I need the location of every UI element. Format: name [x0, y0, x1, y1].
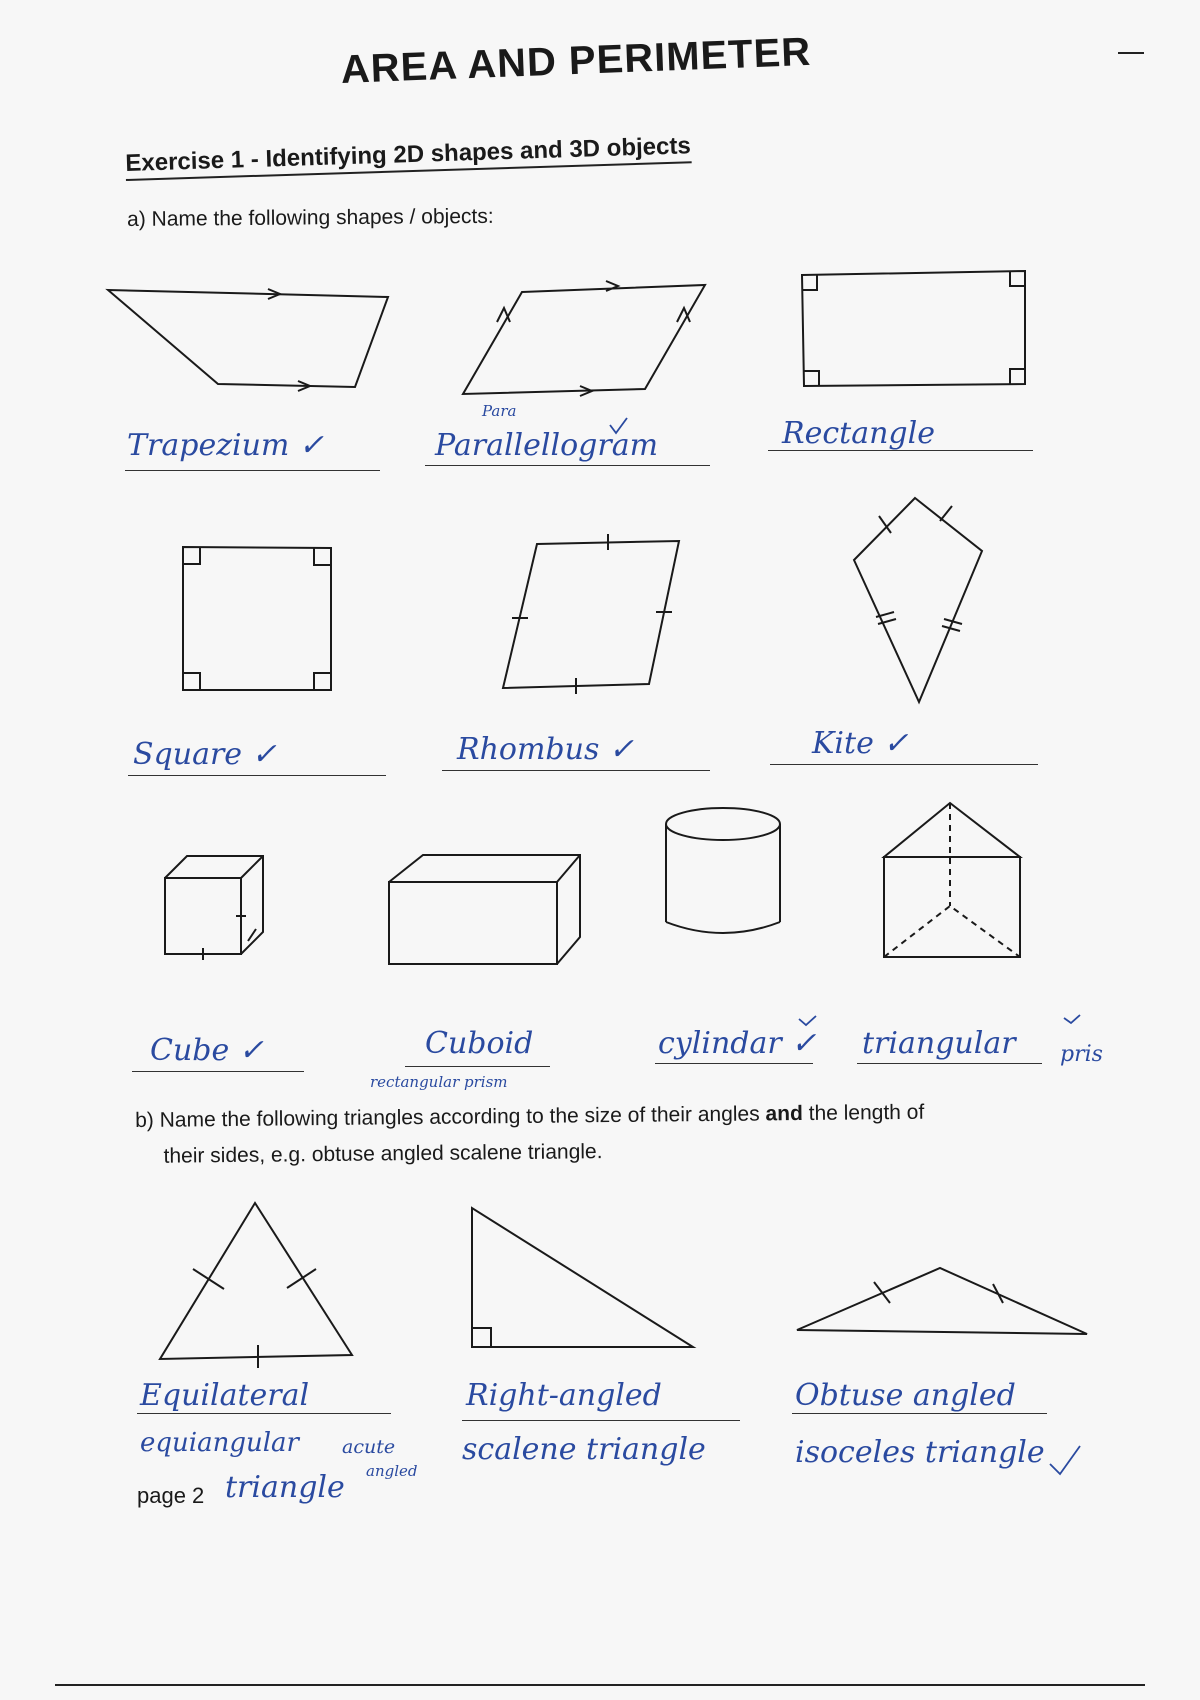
- part-b-line2: their sides, e.g. obtuse angled scalene triangle.: [163, 1140, 603, 1168]
- tick-marks: [610, 418, 1080, 1474]
- part-b-line1-bold: and: [765, 1102, 803, 1126]
- cube-shape: [165, 856, 263, 960]
- exercise-heading: Exercise 1 - Identifying 2D shapes and 3D objects: [125, 132, 691, 181]
- note-tri1-acute: acute: [342, 1436, 396, 1458]
- answer-line-10: [857, 1063, 1042, 1064]
- cylinder-shape: [666, 808, 780, 933]
- answer-cube: Cube ✓: [150, 1033, 264, 1068]
- answer-tri3-line1: Obtuse angled: [795, 1378, 1016, 1413]
- answer-cylinder: cylindar ✓: [658, 1026, 817, 1061]
- page-number: page 2: [137, 1483, 205, 1508]
- parallelogram-shape: [463, 281, 705, 396]
- answer-line-1: [125, 470, 380, 471]
- cuboid-shape: [389, 855, 580, 964]
- answer-prism: triangular: [862, 1026, 1016, 1061]
- answer-line-7: [132, 1071, 304, 1072]
- answer-tri1-line3: triangle: [225, 1470, 345, 1505]
- kite-shape: [854, 498, 982, 702]
- part-b-instruction: [135, 1093, 1056, 1175]
- answer-line-4: [128, 775, 386, 776]
- answer-line-6: [770, 764, 1038, 765]
- note-tri1-angled: angled: [366, 1462, 418, 1480]
- answer-rhombus: Rhombus ✓: [457, 732, 635, 767]
- answer-trapezium: Trapezium ✓: [127, 428, 325, 463]
- rectangle-shape: [802, 271, 1025, 386]
- square-shape: [183, 547, 331, 690]
- answer-tri3-line2: isoceles triangle: [795, 1435, 1045, 1470]
- triangular-prism-shape: [884, 803, 1020, 957]
- equilateral-triangle-shape: [160, 1203, 352, 1368]
- answer-kite: Kite ✓: [812, 726, 909, 761]
- answer-line-2: [425, 465, 710, 466]
- bottom-rule: [55, 1684, 1145, 1686]
- part-a-instruction: a) Name the following shapes / objects:: [127, 204, 494, 231]
- part-b-line1-suffix: the length of: [802, 1100, 925, 1126]
- answer-line-5: [442, 770, 710, 771]
- note-parallelogram: Para: [482, 402, 517, 420]
- answer-cuboid: Cuboid: [425, 1026, 534, 1061]
- answer-line-9: [655, 1063, 813, 1064]
- answer-prism-suffix: pris: [1060, 1042, 1103, 1067]
- edge-mark: [1118, 52, 1144, 54]
- answer-rectangle: Rectangle: [782, 416, 935, 451]
- trapezium-shape: [108, 289, 388, 391]
- rhombus-shape: [503, 534, 679, 694]
- answer-tri1-line1: Equilateral: [140, 1378, 310, 1413]
- answer-square: Square ✓: [133, 737, 277, 772]
- answer-line-11: [137, 1413, 391, 1414]
- obtuse-triangle-shape: [797, 1268, 1087, 1334]
- answer-line-8: [405, 1066, 550, 1067]
- right-triangle-shape: [472, 1208, 693, 1347]
- page-title: AREA AND PERIMETER: [340, 29, 812, 92]
- answer-tri2-line2: scalene triangle: [462, 1432, 706, 1467]
- part-b-line1-prefix: b) Name the following triangles according to the size of their angles: [135, 1102, 766, 1132]
- note-cuboid: rectangular prism: [370, 1073, 508, 1091]
- answer-tri2-line1: Right-angled: [466, 1378, 662, 1413]
- answer-line-13: [792, 1413, 1047, 1414]
- answer-tri1-line2: equiangular: [140, 1428, 299, 1458]
- answer-line-12: [462, 1420, 740, 1421]
- answer-parallelogram: Parallellogram: [435, 428, 659, 463]
